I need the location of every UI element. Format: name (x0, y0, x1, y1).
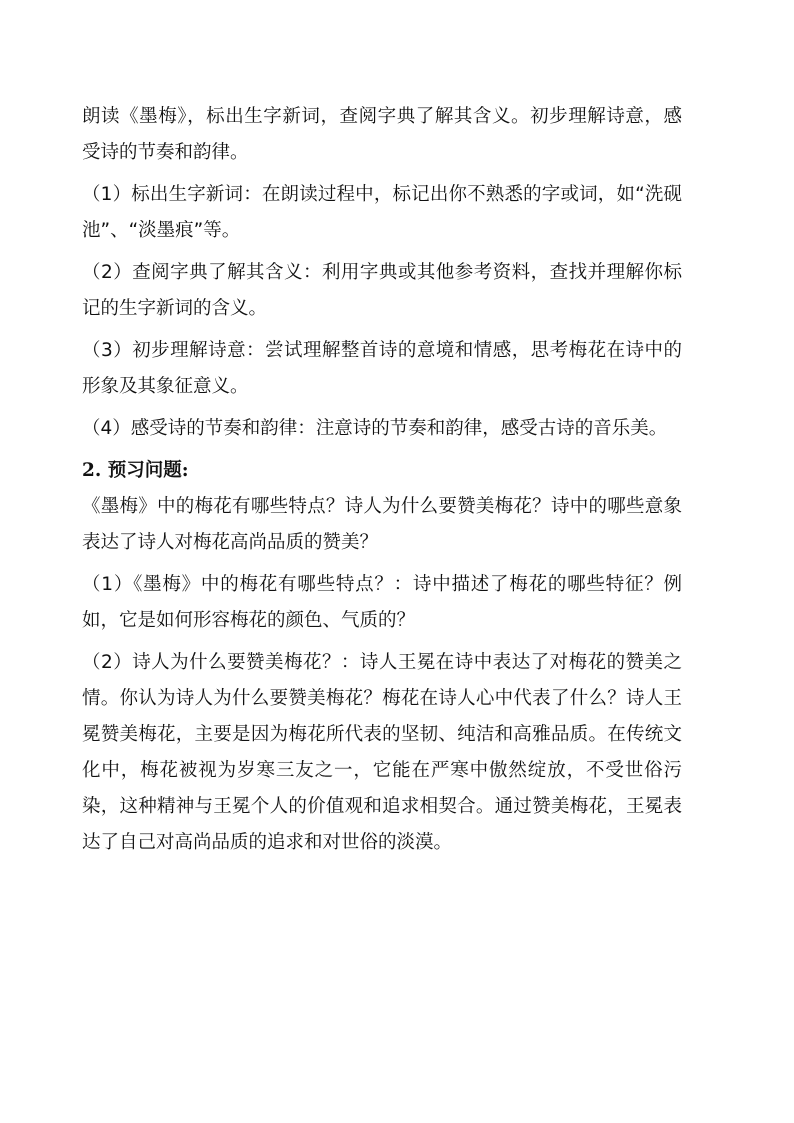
question-2-paragraph: （2）诗人为什么要赞美梅花？：诗人王冕在诗中表达了对梅花的赞美之情。你认为诗人为什么要赞美梅花？梅花在诗人心中代表了什么？诗人王冕赞美梅花，主要是因为梅花所代表的坚韧、纯洁和高雅品质。在传统文化中，梅花被视为岁寒三友之一，它能在严寒中傲然绽放，不受世俗污染，这种精神与王冕个人的价值观和追求相契合。通过赞美梅花，王冕表达了自己对高尚品质的追求和对世俗的淡漠。 (82, 652, 682, 853)
question-1-paragraph: （1）《墨梅》中的梅花有哪些特点？：诗中描述了梅花的哪些特征？例如，它是如何形容梅花的颜色、气质的？ (82, 574, 682, 631)
intro-paragraph: 朗读《墨梅》，标出生字新词，查阅字典了解其含义。初步理解诗意，感受诗的节奏和韵律。 (82, 106, 682, 163)
step-4-paragraph: （4）感受诗的节奏和韵律：注意诗的节奏和韵律，感受古诗的音乐美。 (82, 418, 668, 439)
step-2-paragraph: （2）查阅字典了解其含义：利用字典或其他参考资料，查找并理解你标记的生字新词的含义。 (82, 262, 682, 319)
step-1-paragraph: （1）标出生字新词：在朗读过程中，标记出你不熟悉的字或词，如“洗砚池”、“淡墨痕”等。 (82, 184, 682, 241)
step-3-paragraph: （3）初步理解诗意：尝试理解整首诗的意境和情感，思考梅花在诗中的形象及其象征意义。 (82, 340, 682, 397)
section-2-heading: 2. 预习问题: (82, 460, 189, 481)
question-paragraph: 《墨梅》中的梅花有哪些特点？诗人为什么要赞美梅花？诗中的哪些意象表达了诗人对梅花高尚品质的赞美？ (82, 496, 682, 553)
document-body (82, 99, 682, 861)
